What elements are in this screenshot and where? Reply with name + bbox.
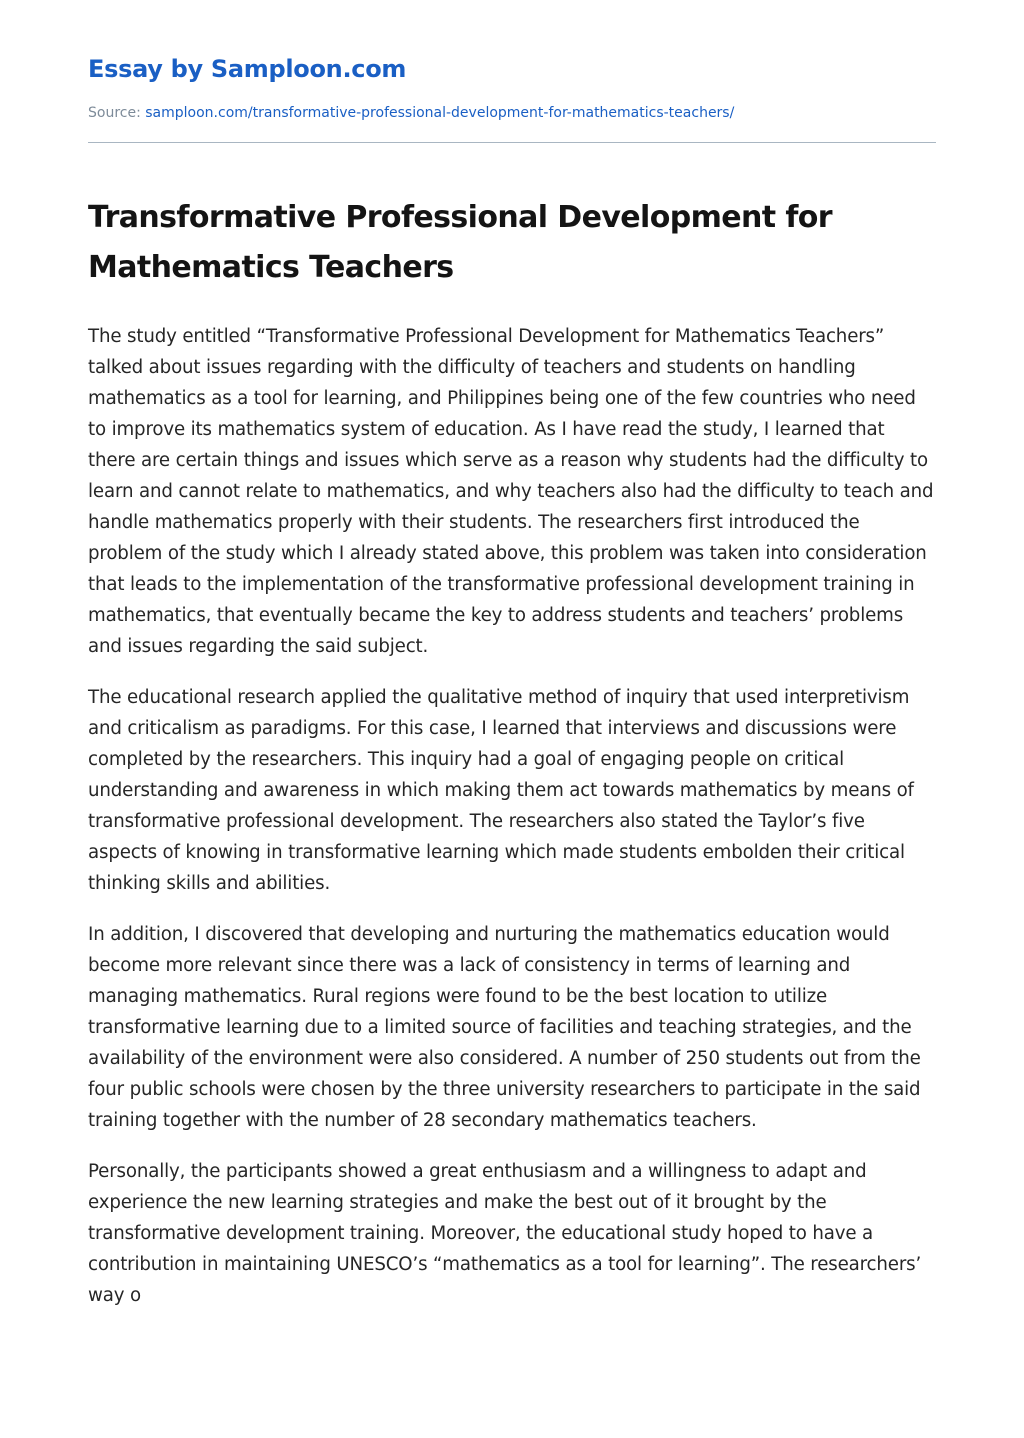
source-line: [88, 102, 936, 124]
essay-page: [88, 0, 936, 1331]
essay-paragraph: Personally, the participants showed a great enthusiasm and a willingness to adapt and experience the new learning strategies and make the best out of it brought by the transformative development training. Moreover, the educational study hoped to have a contribution in maintaining UNESCO’s “mathematics as a tool for learning”. The researchers’ way o: [88, 1161, 922, 1306]
essay-paragraph: In addition, I discovered that developing and nurturing the mathematics education would become more relevant since there was a lack of consistency in terms of learning and managing mathematics. Rural regions were found to be the best location to utilize transformative learning due to a limited source of facilities and teaching strategies, and the availability of the environment were also considered. A number of 250 students out from the four public schools were chosen by the three university researchers to participate in the said training together with the number of 28 secondary mathematics teachers.: [88, 924, 921, 1131]
site-brand[interactable]: Essay by Samploon.com: [88, 55, 407, 83]
source-link[interactable]: samploon.com/transformative-professional-development-for-mathematics-teachers/: [145, 105, 735, 121]
source-label: Source:: [88, 105, 141, 121]
header-divider: [88, 142, 936, 143]
essay-paragraph: The educational research applied the qualitative method of inquiry that used interpretivism and criticalism as paradigms. For this case, I learned that interviews and discussions were completed by the researchers. This inquiry had a goal of engaging people on critical understanding and awareness in which making them act towards mathematics by means of transformative professional development. The researchers also stated the Taylor’s five aspects of knowing in transformative learning which made students embolden their critical thinking skills and abilities.: [88, 687, 914, 894]
essay-body: [88, 321, 936, 1311]
essay-title: Transformative Professional Development for Mathematics Teachers: [88, 200, 833, 285]
essay-paragraph: The study entitled “Transformative Professional Development for Mathematics Teachers” talked about issues regarding with the difficulty of teachers and students on handling mathematics as a tool for learning, and Philippines being one of the few countries who need to improve its mathematics system of education. As I have read the study, I learned that there are certain things and issues which serve as a reason why students had the difficulty to learn and cannot relate to mathematics, and why teachers also had the difficulty to teach and handle mathematics properly with their students. The researchers first introduced the problem of the study which I already stated above, this problem was taken into consideration that leads to the implementation of the transformative professional development training in mathematics, that eventually became the key to address students and teachers’ problems and issues regarding the said subject.: [88, 326, 934, 657]
